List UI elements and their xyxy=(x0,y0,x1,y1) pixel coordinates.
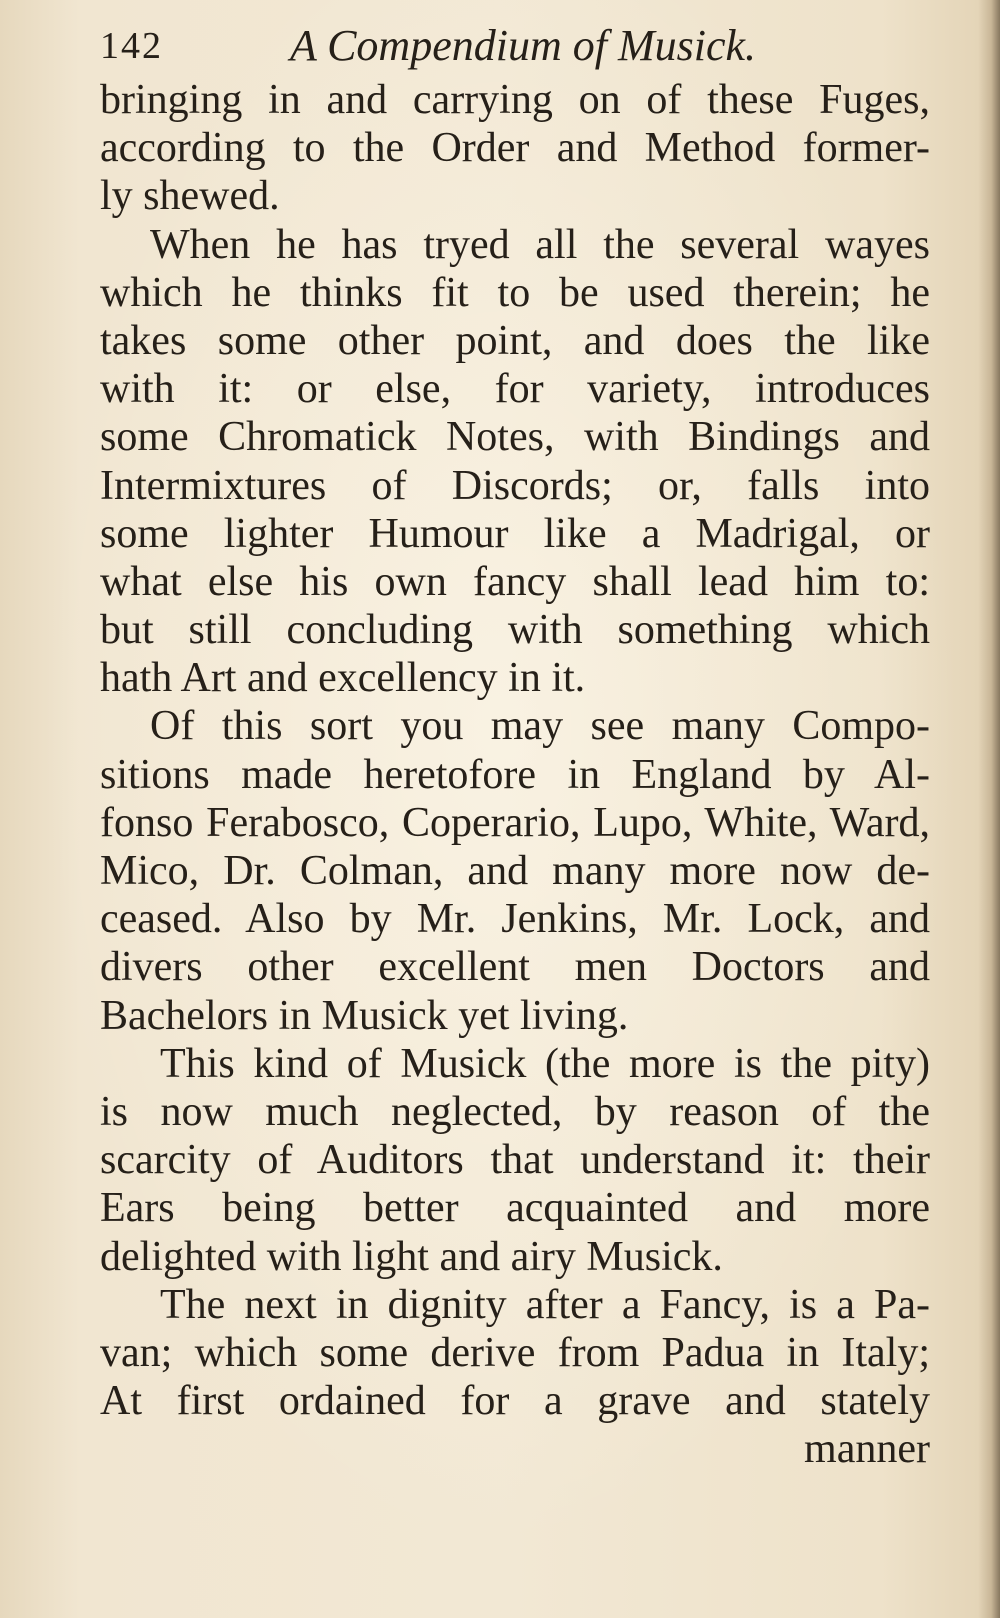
text-line: Bachelors in Musick yet living. xyxy=(100,992,629,1039)
paragraph-start-line: The next in dignity after a Fancy, is a Pa- xyxy=(160,1281,930,1328)
text-line: scarcity of Auditors that understand it: their xyxy=(100,1137,930,1184)
running-title: A Compendium of Musick. xyxy=(290,21,757,70)
text-line: delighted with light and airy Musick. xyxy=(100,1233,723,1280)
text-line: takes some other point, and does the like xyxy=(100,317,930,364)
text-line: At first ordained for a grave and stately xyxy=(100,1378,930,1425)
page-number: 142 xyxy=(100,25,163,67)
text-line: Mico, Dr. Colman, and many more now de- xyxy=(100,848,930,894)
paragraph-start-line: This kind of Musick (the more is the pity) xyxy=(160,1040,930,1087)
text-line: Intermixtures of Discords; or, falls into xyxy=(100,462,930,509)
text-line: but still concluding with something which xyxy=(100,607,930,654)
catchword: manner xyxy=(804,1426,930,1473)
text-line: some lighter Humour like a Madrigal, or xyxy=(100,510,930,557)
text-line: is now much neglected, by reason of the xyxy=(100,1088,930,1135)
text-line: with it: or else, for variety, introduces xyxy=(100,366,930,413)
text-line: bringing in and carrying on of these Fuges, xyxy=(100,77,930,123)
text-line: some Chromatick Notes, with Bindings and xyxy=(100,414,930,461)
text-line: hath Art and excellency in it. xyxy=(100,655,586,702)
text-line: according to the Order and Method former- xyxy=(100,125,930,172)
text-line: van; which some derive from Padua in Italy; xyxy=(100,1329,930,1376)
text-line: ceased. Also by Mr. Jenkins, Mr. Lock, and xyxy=(100,896,930,943)
text-line: divers other excellent men Doctors and xyxy=(100,944,930,991)
paragraph-start-line: When he has tryed all the several wayes xyxy=(150,221,930,268)
text-line: what else his own fancy shall lead him to: xyxy=(100,558,930,605)
text-line: which he thinks fit to be used therein; he xyxy=(100,269,930,316)
text-line: ly shewed. xyxy=(100,173,280,220)
page-header xyxy=(100,14,840,80)
text-line: fonso Ferabosco, Coperario, Lupo, White, Ward, xyxy=(100,799,930,846)
text-line: sitions made heretofore in England by Al- xyxy=(100,751,930,798)
body-text xyxy=(100,76,930,1473)
page-spine-shadow xyxy=(978,0,1000,1618)
paragraph-start-line: Of this sort you may see many Compo- xyxy=(150,703,930,750)
text-line: Ears being better acquainted and more xyxy=(100,1185,930,1232)
